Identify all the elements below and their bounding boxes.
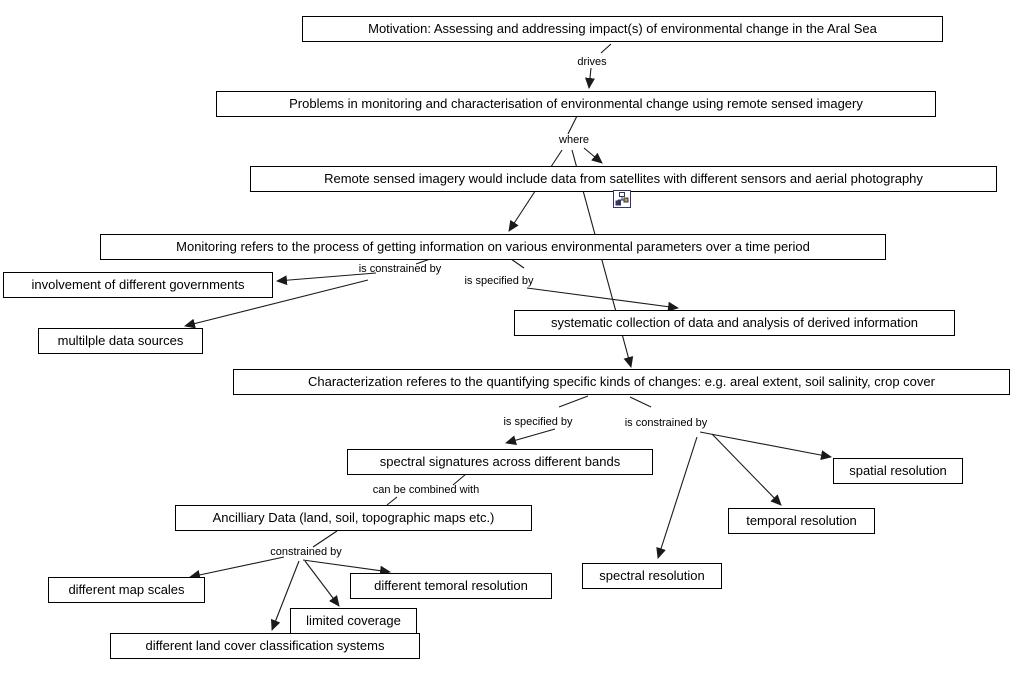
concept-remote-sensed[interactable]: Remote sensed imagery would include data from satellites with different sensors and aerial photography <box>250 166 997 192</box>
concept-spatial-resolution[interactable]: spatial resolution <box>833 458 963 484</box>
concept-spectral-signatures[interactable]: spectral signatures across different bands <box>347 449 653 475</box>
concept-data-sources[interactable]: multilple data sources <box>38 328 203 354</box>
concept-map-scales[interactable]: different map scales <box>48 577 205 603</box>
concept-spectral-resolution[interactable]: spectral resolution <box>582 563 722 589</box>
linking-phrase-monitoring-specified[interactable]: is specified by <box>464 275 534 287</box>
linked-cmap-resource-icon[interactable] <box>613 190 631 208</box>
concept-characterization[interactable]: Characterization referes to the quantifying specific kinds of changes: e.g. areal extent, soil salinity, crop cover <box>233 369 1010 395</box>
concept-systematic[interactable]: systematic collection of data and analysis of derived information <box>514 310 955 336</box>
concept-temporal-resolution[interactable]: temporal resolution <box>728 508 875 534</box>
concept-monitoring[interactable]: Monitoring refers to the process of getting information on various environmental parameters over a time period <box>100 234 886 260</box>
concept-land-cover[interactable]: different land cover classification systems <box>110 633 420 659</box>
concept-governments[interactable]: involvement of different governments <box>3 272 273 298</box>
linking-phrase-constrained-by[interactable]: constrained by <box>270 546 342 558</box>
linking-phrase-can-be-combined-with[interactable]: can be combined with <box>372 484 480 496</box>
linking-phrase-characterization-specified[interactable]: is specified by <box>503 416 573 428</box>
linking-phrase-monitoring-constrained[interactable]: is constrained by <box>358 263 442 275</box>
concept-limited-coverage[interactable]: limited coverage <box>290 608 417 634</box>
concept-problems[interactable]: Problems in monitoring and characterisation of environmental change using remote sensed imagery <box>216 91 936 117</box>
linking-phrase-characterization-constrained[interactable]: is constrained by <box>624 417 708 429</box>
linking-phrase-where[interactable]: where <box>559 134 589 146</box>
concept-temoral-resolution[interactable]: different temoral resolution <box>350 573 552 599</box>
concept-ancilliary-data[interactable]: Ancilliary Data (land, soil, topographic maps etc.) <box>175 505 532 531</box>
linking-phrase-drives[interactable]: drives <box>577 56 607 68</box>
concept-motivation[interactable]: Motivation: Assessing and addressing impact(s) of environmental change in the Aral Sea <box>302 16 943 42</box>
